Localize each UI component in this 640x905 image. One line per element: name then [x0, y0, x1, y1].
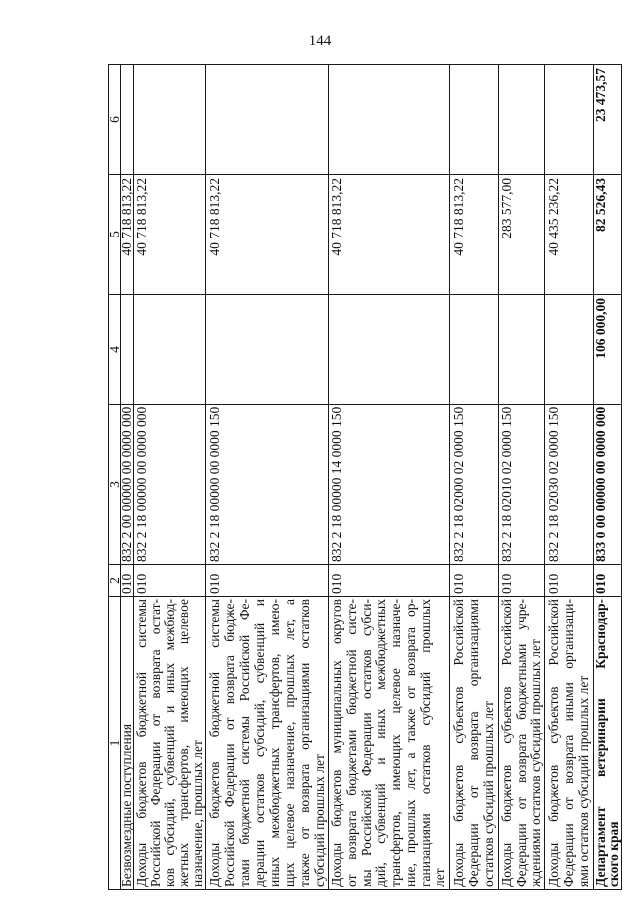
cell-text-line: также от возврата организациями остатков	[297, 599, 312, 887]
cell-col2: 010	[594, 565, 622, 597]
cell-col6	[134, 65, 206, 175]
cell-col1	[450, 597, 499, 890]
cell-col6	[545, 65, 594, 175]
cell-text-line: Безвозмездные поступления	[119, 723, 134, 887]
cell-col6	[121, 65, 134, 175]
cell-text-line: ганизациями остатков субсидий прошлых	[417, 599, 433, 887]
cell-text-line: Российской Федерации от возврата остат-	[148, 599, 163, 887]
table-row	[450, 65, 499, 890]
cell-col5: 40 435 236,22	[545, 175, 594, 295]
cell-text-line: остатков субсидий прошлых лет	[481, 701, 496, 887]
cell-col3: 833 0 00 00000 00 0000 000	[594, 405, 622, 565]
cell-col5: 40 718 813,22	[450, 175, 499, 295]
cell-col6	[499, 65, 545, 175]
cell-col6	[329, 65, 450, 175]
cell-col3: 832 2 00 00000 00 0000 000	[121, 405, 134, 565]
cell-col3: 832 2 18 00000 14 0000 150	[329, 405, 450, 565]
cell-col5: 40 718 813,22	[206, 175, 329, 295]
cell-col1	[594, 597, 622, 890]
cell-text-line: Федерации от возврата бюджетными учре-	[513, 599, 529, 887]
header-cell-5: 5	[109, 175, 121, 295]
cell-col4	[545, 295, 594, 405]
rotated-table-container	[108, 65, 622, 890]
header-cell-6: 6	[109, 65, 121, 175]
cell-col6: 23 473,57	[594, 65, 622, 175]
cell-text-line: Доходы бюджетов муниципальных округов	[329, 599, 344, 887]
cell-text-line: дерации остатков субсидий, субвенций и	[252, 599, 267, 887]
cell-col6	[206, 65, 329, 175]
cell-text-line: мы Российской Федерации остатков субси-	[358, 599, 374, 887]
cell-text-line: Федерации от возврата организациями	[466, 599, 481, 887]
cell-col5: 82 526,43	[594, 175, 622, 295]
cell-col4: 106 000,00	[594, 295, 622, 405]
cell-col4	[329, 295, 450, 405]
cell-text-line: ского края	[605, 821, 621, 887]
cell-col1	[499, 597, 545, 890]
table-row	[329, 65, 450, 890]
header-cell-2: 2	[109, 565, 121, 597]
cell-text-line: иных межбюджетных трансфертов, имею-	[267, 599, 282, 887]
cell-text-line: Департамент ветеринарии Краснодар-	[593, 599, 608, 887]
cell-col5: 40 718 813,22	[329, 175, 450, 295]
cell-col3: 832 2 18 02010 02 0000 150	[499, 405, 545, 565]
cell-text-line: щих целевое назначение, прошлых лет, а	[282, 599, 297, 887]
cell-text-line: ние, прошлых лет, а также от возврата ор-	[402, 599, 418, 887]
cell-text-line: трансфертов, имеющих целевое назначе-	[388, 599, 403, 887]
cell-col4	[499, 295, 545, 405]
cell-col2: 010	[121, 565, 134, 597]
cell-text-line: Доходы бюджетов субъектов Российской	[451, 599, 466, 887]
cell-text-line: от возврата бюджетами бюджетной систе-	[343, 599, 359, 887]
table-row	[545, 65, 594, 890]
cell-col1	[545, 597, 594, 890]
cell-col1	[206, 597, 329, 890]
page-number: 144	[308, 33, 332, 49]
cell-col5: 40 718 813,22	[134, 175, 206, 295]
cell-text-line: ждениями остатков субсидий прошлых лет	[528, 639, 543, 887]
table-row	[134, 65, 206, 890]
cell-text-line: лет	[432, 868, 448, 887]
cell-text-line: Федерации от возврата иными организаци-	[561, 599, 576, 887]
table-row	[206, 65, 329, 890]
cell-col3: 832 2 18 02000 02 0000 150	[450, 405, 499, 565]
cell-col2: 010	[134, 565, 206, 597]
table-row	[499, 65, 545, 890]
cell-col3: 832 2 18 02030 02 0000 150	[545, 405, 594, 565]
cell-text-line: субсидий прошлых лет	[312, 754, 327, 887]
cell-col5: 283 577,00	[499, 175, 545, 295]
cell-col2: 010	[450, 565, 499, 597]
table-row	[121, 65, 134, 890]
cell-col2: 010	[499, 565, 545, 597]
cell-col4	[121, 295, 134, 405]
header-cell-3: 3	[109, 405, 121, 565]
header-cell-4: 4	[109, 295, 121, 405]
cell-col3: 832 2 18 00000 00 0000 000	[134, 405, 206, 565]
cell-text-line: Доходы бюджетов бюджетной системы	[134, 599, 149, 887]
cell-col2: 010	[545, 565, 594, 597]
cell-col1	[121, 597, 134, 890]
cell-col2: 010	[206, 565, 329, 597]
cell-text-line: Доходы бюджетов бюджетной системы	[207, 599, 222, 887]
cell-col2: 010	[329, 565, 450, 597]
cell-col1	[329, 597, 450, 890]
cell-text-line: ями остатков субсидий прошлых лет	[576, 675, 591, 887]
table-row	[594, 65, 622, 890]
cell-col6	[450, 65, 499, 175]
budget-table	[108, 64, 622, 890]
cell-text-line: Доходы бюджетов субъектов Российской	[546, 599, 561, 887]
cell-text-line: дий, субвенций и иных межбюджетных	[373, 599, 389, 887]
cell-col1	[134, 597, 206, 890]
cell-col5: 40 718 813,22	[121, 175, 134, 295]
header-cell-1: 1	[109, 597, 121, 890]
cell-text-line: назначение, прошлых лет	[190, 740, 205, 887]
cell-text-line: ков субсидий, субвенций и иных межбюд-	[162, 599, 177, 887]
cell-col4	[450, 295, 499, 405]
cell-text-line: Доходы бюджетов субъектов Российской	[499, 599, 514, 887]
cell-col3: 832 2 18 00000 00 0000 150	[206, 405, 329, 565]
cell-text-line: тами бюджетной системы Российской Фе-	[237, 599, 252, 887]
cell-text-line: Российской Федерации от возврата бюдже-	[222, 599, 237, 887]
cell-col4	[134, 295, 206, 405]
cell-text-line: жетных трансфертов, имеющих целевое	[176, 599, 191, 887]
cell-col4	[206, 295, 329, 405]
